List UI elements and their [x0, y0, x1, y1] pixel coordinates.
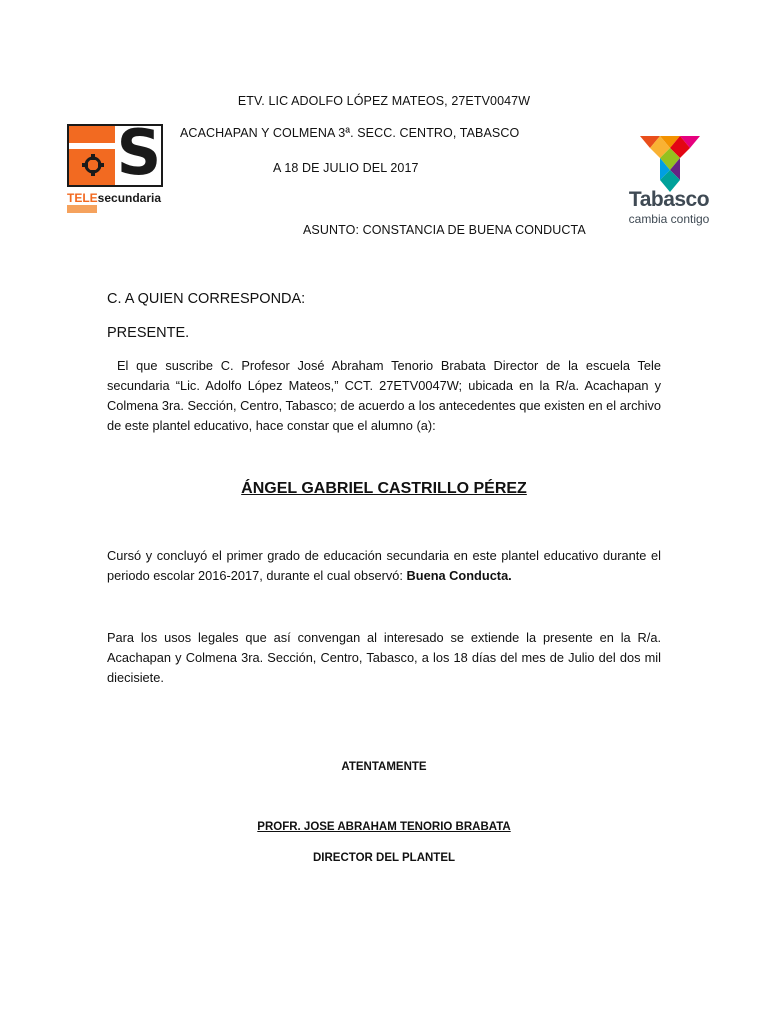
student-name: ÁNGEL GABRIEL CASTRILLO PÉREZ: [241, 480, 527, 497]
conduct-text: Cursó y concluyó el primer grado de educación secundaria en este plantel educativo durante el periodo escolar 2016-2017, durante el cual observó:: [107, 548, 661, 583]
ts-logo-sub-mark: [67, 205, 97, 213]
date-line: A 18 DE JULIO DEL 2017: [273, 161, 419, 175]
ts-logo-secundaria: secundaria: [97, 191, 162, 205]
tabasco-slogan: cambia contigo: [628, 212, 710, 226]
ts-logo-t-bar: [69, 143, 115, 149]
greeting-presente: PRESENTE.: [107, 325, 190, 341]
address-line: ACACHAPAN Y COLMENA 3ª. SECC. CENTRO, TABASCO: [180, 126, 520, 140]
school-line: ETV. LIC ADOLFO LÓPEZ MATEOS, 27ETV0047W: [237, 94, 531, 108]
ts-logo-wordmark: [67, 191, 167, 205]
ts-logo-box: [67, 116, 163, 189]
ts-logo-tele: TELE: [67, 191, 98, 205]
legal-paragraph: Para los usos legales que así convengan al interesado se extiende la presente en la R/a. Acachapan y Colmena 3ra. Sección, Centro, Tabasco, a los 18 días del mes de Julio del dos mil diecisiete.: [107, 630, 661, 685]
intro-paragraph: El que suscribe C. Profesor José Abraham Tenorio Brabata Director de la escuela Tele secundaria “Lic. Adolfo López Mateos,” CCT. 27ETV0047W; ubicada en la R/a. Acachapan y Colmena 3ra. Sección, Centro, Tabasco; de acuerdo a los antecedentes que existen en el archivo de este plantel educativo, hace constar que el alumno (a):: [107, 358, 661, 433]
signer-title: DIRECTOR DEL PLANTEL: [312, 852, 456, 864]
signer-name: PROFR. JOSE ABRAHAM TENORIO BRABATA: [257, 821, 511, 833]
ts-logo-emblem-icon: [81, 153, 105, 177]
subject-line: ASUNTO: CONSTANCIA DE BUENA CONDUCTA: [303, 223, 586, 237]
conduct-value: Buena Conducta.: [406, 568, 512, 583]
tabasco-t-icon: [640, 136, 700, 192]
ts-logo-letter: S: [116, 116, 162, 189]
tabasco-logo: [616, 136, 722, 230]
closing-text: ATENTAMENTE: [341, 761, 427, 773]
greeting-recipient: C. A QUIEN CORRESPONDA:: [107, 291, 306, 307]
conduct-paragraph: [107, 546, 661, 586]
telesecundaria-logo: [67, 116, 163, 214]
tabasco-wordmark: Tabasco: [628, 188, 710, 211]
